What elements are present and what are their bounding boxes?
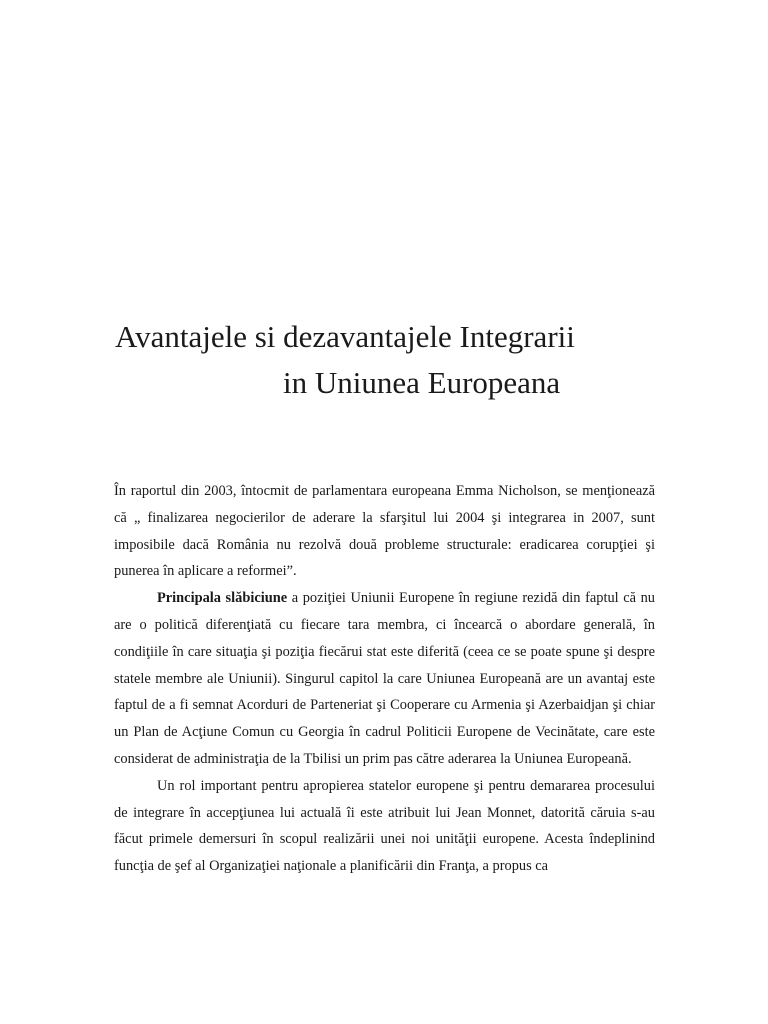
paragraph-1-text: În raportul din 2003, întocmit de parlamentara europeana Emma Nicholson, se menţionează că „ finalizarea negocierilor de aderare la sfarşitul lui 2004 şi integrarea in 2007, sunt imposibile dacă România nu rezolvă două probleme structurale: eradicarea corupţiei şi punerea în aplicare a reformei”. xyxy=(114,483,655,580)
paragraph-2-bold-lead: Principala slăbiciune xyxy=(157,590,288,607)
paragraph-3-text: Un rol important pentru apropierea statelor europene şi pentru demararea procesului de integrare în accepţiunea lui actuală îi este atribuit lui Jean Monnet, datorită căruia s-au făcut primele demersuri în scopul realizării unei noi unităţii europene. Acesta îndeplinind funcţia de şef al Organizaţiei naţionale a planificării din Franţa, a propus ca xyxy=(114,777,655,875)
paragraph-2-text: a poziţiei Uniunii Europene în regiune rezidă din faptul că nu are o politică diferenţiată cu fiecare tara membra, ci încearcă o abordare generală, în condiţiile în care situaţia şi poziţia fiecărui stat este diferită (ceea ce se poate spune şi despre statele membre ale Uniunii). Singurul capitol la care Uniunea Europeană are un avantaj este faptul de a fi semnat Acorduri de Parteneriat şi Cooperare cu Armenia şi Azerbaidjan şi chiar un Plan de Acţiune Comun cu Georgia în cadrul Politicii Europene de Vecinătate, care este considerat de administraţia de la Tbilisi un prim pas către aderarea la Uniunea Europeană. xyxy=(114,590,655,767)
title-line-1: Avantajele si dezavantajele Integrarii xyxy=(115,319,575,354)
paragraph-2 xyxy=(114,585,655,773)
paragraph-3 xyxy=(114,773,655,880)
document-body xyxy=(114,478,655,880)
paragraph-1 xyxy=(114,478,655,585)
title-line-2: in Uniunea Europeana xyxy=(283,365,561,400)
document-title xyxy=(115,314,675,406)
